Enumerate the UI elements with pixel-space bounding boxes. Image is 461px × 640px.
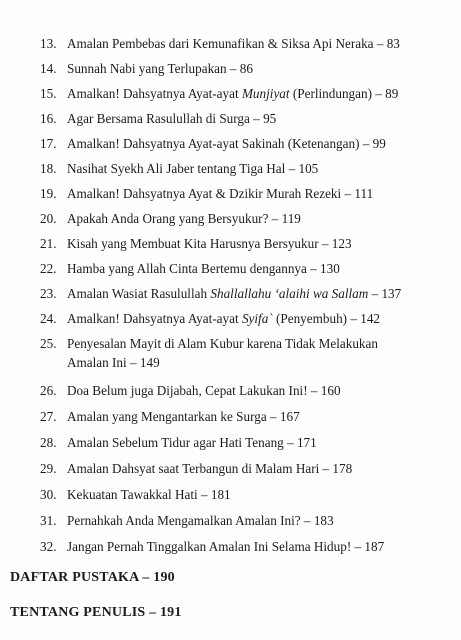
entry-number: 13. — [40, 36, 57, 51]
toc-entry-15 — [40, 84, 455, 103]
entry-number: 15. — [40, 86, 57, 101]
toc-entry-14 — [40, 59, 455, 78]
toc-entry-26 — [40, 381, 455, 400]
entry-number: 19. — [40, 186, 57, 201]
toc-section-author: TENTANG PENULIS – 191 — [10, 605, 182, 620]
entry-title-italic: Syifa` — [241, 311, 273, 326]
entry-title: Amalan Sebelum Tidur agar Hati Tenang – 171 — [67, 435, 317, 450]
entry-title: Amalkan! Dahsyatnya Ayat-ayat Sakinah (Ketenangan) – 99 — [67, 136, 386, 151]
entry-number: 14. — [40, 61, 57, 76]
entry-number: 23. — [40, 286, 57, 301]
toc-entry-25-continuation: Amalan Ini – 149 — [67, 355, 160, 370]
entry-number: 21. — [40, 236, 57, 251]
entry-number: 16. — [40, 111, 57, 126]
toc-entry-22 — [40, 259, 455, 278]
entry-number: 17. — [40, 136, 57, 151]
entry-number: 28. — [40, 435, 57, 450]
entry-title: Doa Belum juga Dijabah, Cepat Lakukan Ini! – 160 — [67, 383, 341, 398]
entry-title: Amalkan! Dahsyatnya Ayat & Dzikir Murah Rezeki – 111 — [67, 186, 374, 201]
toc-entry-13 — [40, 34, 455, 53]
toc-entry-31 — [40, 511, 455, 530]
toc-entry-20 — [40, 209, 455, 228]
entry-number: 27. — [40, 409, 57, 424]
toc-entry-32 — [40, 537, 455, 556]
entry-number: 31. — [40, 513, 57, 528]
entry-number: 20. — [40, 211, 57, 226]
toc-entry-16 — [40, 109, 455, 128]
entry-number: 29. — [40, 461, 57, 476]
toc-entry-17 — [40, 134, 455, 153]
entry-title-suffix: – 137 — [368, 286, 402, 301]
toc-entry-21 — [40, 234, 455, 253]
entry-number: 22. — [40, 261, 57, 276]
entry-title: Amalan yang Mengantarkan ke Surga – 167 — [67, 409, 300, 424]
entry-title: Jangan Pernah Tinggalkan Amalan Ini Selama Hidup! – 187 — [67, 539, 385, 554]
toc-entry-18 — [40, 159, 455, 178]
entry-number: 24. — [40, 311, 57, 326]
entry-title-prefix: Amalkan! Dahsyatnya Ayat-ayat — [67, 86, 242, 101]
entry-title: Kisah yang Membuat Kita Harusnya Bersyukur – 123 — [67, 236, 352, 251]
entry-title: Penyesalan Mayit di Alam Kubur karena Tidak Melakukan — [67, 336, 378, 351]
entry-number: 26. — [40, 383, 57, 398]
toc-entry-19 — [40, 184, 455, 203]
entry-title: Nasihat Syekh Ali Jaber tentang Tiga Hal – 105 — [67, 161, 319, 176]
toc-entry-29 — [40, 459, 455, 478]
entry-title-italic: Shallallahu ‘alaihi wa Sallam — [210, 286, 369, 301]
entry-number: 30. — [40, 487, 57, 502]
entry-number: 32. — [40, 539, 57, 554]
entry-title-prefix: Amalkan! Dahsyatnya Ayat-ayat — [67, 311, 242, 326]
toc-entry-30 — [40, 485, 455, 504]
toc-entry-25 — [40, 334, 455, 353]
entry-number: 25. — [40, 336, 57, 351]
toc-section-bibliography: DAFTAR PUSTAKA – 190 — [10, 570, 175, 585]
entry-title: Amalan Pembebas dari Kemunafikan & Siksa Api Neraka – 83 — [67, 36, 400, 51]
entry-title: Pernahkah Anda Mengamalkan Amalan Ini? – 183 — [67, 513, 334, 528]
entry-title-italic: Munjiyat — [241, 86, 290, 101]
entry-title-suffix: (Penyembuh) – 142 — [272, 311, 381, 326]
entry-title: Hamba yang Allah Cinta Bertemu dengannya – 130 — [67, 261, 340, 276]
entry-title: Sunnah Nabi yang Terlupakan – 86 — [67, 61, 253, 76]
toc-entry-27 — [40, 407, 455, 426]
entry-number: 18. — [40, 161, 57, 176]
toc-entry-28 — [40, 433, 455, 452]
entry-title-prefix: Amalan Wasiat Rasulullah — [67, 286, 211, 301]
toc-entry-24 — [40, 309, 455, 328]
toc-entry-23 — [40, 284, 455, 303]
entry-title: Apakah Anda Orang yang Bersyukur? – 119 — [67, 211, 301, 226]
entry-title-suffix: (Perlindungan) – 89 — [289, 86, 399, 101]
entry-title: Kekuatan Tawakkal Hati – 181 — [67, 487, 231, 502]
entry-title: Amalan Dahsyat saat Terbangun di Malam Hari – 178 — [67, 461, 353, 476]
entry-title: Agar Bersama Rasulullah di Surga – 95 — [67, 111, 277, 126]
